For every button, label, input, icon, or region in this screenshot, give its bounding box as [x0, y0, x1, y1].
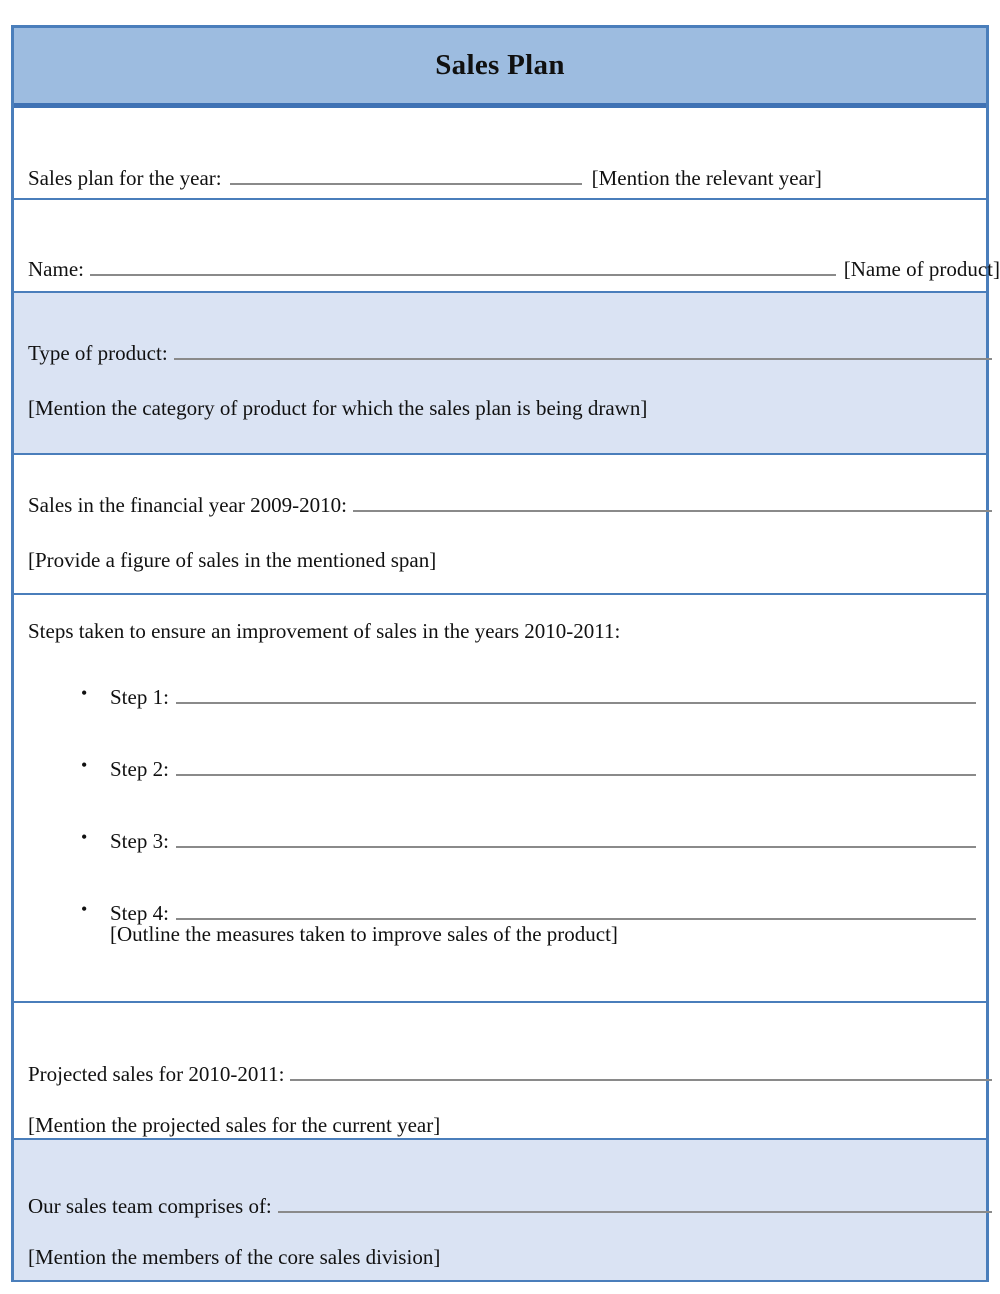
name-line — [28, 255, 1000, 281]
bullet-icon: • — [81, 755, 88, 775]
projected-sales-label: Projected sales for 2010-2011: — [28, 1062, 285, 1086]
sales-plan-year-label: Sales plan for the year: — [28, 166, 222, 190]
sales-financial-year-label: Sales in the financial year 2009-2010: — [28, 493, 347, 517]
sales-plan-year-input[interactable] — [230, 164, 582, 185]
sales-team-label: Our sales team comprises of: — [28, 1194, 272, 1218]
type-of-product-line — [28, 339, 1000, 365]
sales-plan-form-table — [11, 25, 1000, 1282]
projected-sales-line — [28, 1060, 1000, 1086]
sales-team-note: [Mention the members of the core sales division] — [28, 1245, 441, 1269]
sales-financial-year-note: [Provide a figure of sales in the mentioned span] — [28, 548, 437, 572]
sales-plan-year-hint: [Mention the relevant year] — [591, 166, 822, 190]
type-of-product-input[interactable] — [174, 339, 992, 360]
step-4-input[interactable] — [176, 899, 976, 920]
list-item — [28, 683, 976, 710]
sales-team-line — [28, 1192, 1000, 1218]
row-sales-financial-year — [14, 455, 986, 595]
name-hint: [Name of product] — [843, 257, 1000, 281]
row-sales-plan-year — [14, 108, 986, 200]
page-title: Sales Plan — [435, 49, 565, 81]
bullet-icon: • — [81, 899, 88, 919]
step-3-label: Step 3: — [110, 829, 169, 853]
step-1-label: Step 1: — [110, 685, 169, 709]
sales-team-input[interactable] — [278, 1192, 992, 1213]
row-type-of-product — [14, 293, 986, 455]
row-projected-sales — [14, 1003, 986, 1140]
name-input[interactable] — [90, 255, 836, 276]
step-4-label: Step 4: — [110, 901, 169, 925]
sales-plan-year-line — [28, 164, 1000, 190]
projected-sales-note: [Mention the projected sales for the current year] — [28, 1113, 441, 1137]
step-1-input[interactable] — [176, 683, 976, 704]
bullet-icon: • — [81, 683, 88, 703]
sales-financial-year-line — [28, 491, 1000, 517]
step-2-input[interactable] — [176, 755, 976, 776]
step-2-label: Step 2: — [110, 757, 169, 781]
type-of-product-label: Type of product: — [28, 341, 168, 365]
list-item — [28, 755, 976, 782]
step-3-input[interactable] — [176, 827, 976, 848]
type-of-product-note: [Mention the category of product for which the sales plan is being drawn] — [28, 396, 648, 420]
projected-sales-input[interactable] — [290, 1060, 992, 1081]
bullet-icon: • — [81, 827, 88, 847]
steps-note: [Outline the measures taken to improve sales of the product] — [110, 922, 618, 946]
sales-financial-year-input[interactable] — [353, 491, 992, 512]
form-header — [14, 28, 986, 108]
row-name — [14, 200, 1000, 293]
list-item — [28, 827, 976, 854]
row-steps — [14, 595, 986, 1003]
row-sales-team — [14, 1140, 986, 1282]
steps-heading: Steps taken to ensure an improvement of sales in the years 2010-2011: — [28, 619, 621, 643]
name-label: Name: — [28, 257, 84, 281]
